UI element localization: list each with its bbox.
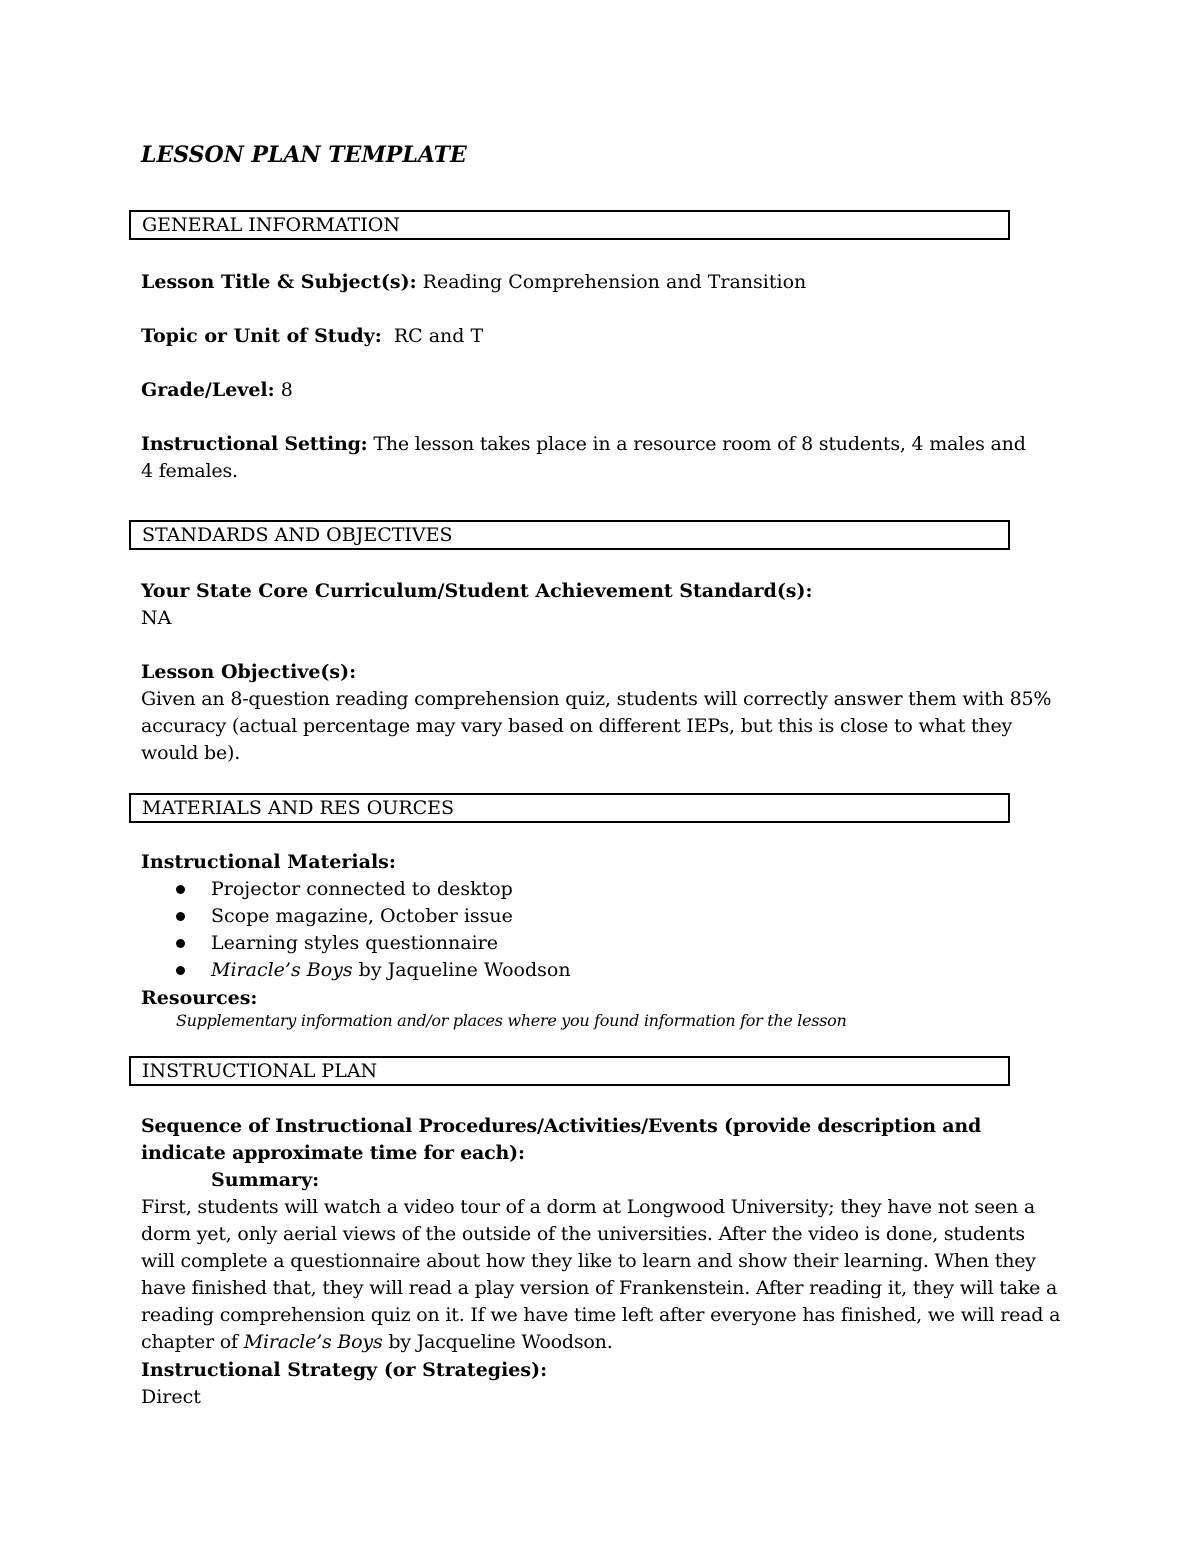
list-item: Miracle’s Boys by Jaqueline Woodson [141, 957, 571, 984]
topic-label: Topic or Unit of Study: [141, 325, 382, 347]
resources-label: Resources: [141, 987, 258, 1009]
bullet-icon [176, 939, 185, 948]
summary-label: Summary: [211, 1169, 320, 1191]
bullet-icon [176, 885, 185, 894]
list-item: Learning styles questionnaire [141, 930, 571, 957]
setting-field [141, 431, 1041, 485]
standards-label: Your State Core Curriculum/Student Achievement Standard(s): [141, 580, 813, 602]
bullet-icon [176, 912, 185, 921]
list-item: Scope magazine, October issue [141, 903, 571, 930]
summary-text-after: by Jacqueline Woodson. [382, 1331, 613, 1353]
standards-value: NA [141, 607, 172, 629]
grade-label: Grade/Level: [141, 379, 275, 401]
list-item: Projector connected to desktop [141, 876, 571, 903]
section-heading-instructional-plan: INSTRUCTIONAL PLAN [129, 1056, 1010, 1086]
summary-text [141, 1194, 1061, 1356]
summary-text-before: First, students will watch a video tour of a dorm at Longwood University; they have not seen a dorm yet, only aerial views of the outside of the universities. After the video is done, students will complete a questionnaire about how they like to learn and show their learning. When they have finished that, they will read a play version of Frankenstein. After reading it, they will take a reading comprehension quiz on it. If we have time left after everyone has finished, we will read a chapter of [141, 1196, 1061, 1353]
sequence-label: Sequence of Instructional Procedures/Activities/Events (provide description and indicate approximate time for each): [141, 1115, 982, 1164]
topic-field [141, 323, 483, 350]
materials-list [141, 876, 571, 984]
grade-value: 8 [280, 379, 293, 401]
section-heading-general-information: GENERAL INFORMATION [129, 210, 1010, 240]
grade-field [141, 377, 293, 404]
document-title: LESSON PLAN TEMPLATE [141, 142, 467, 168]
section-heading-standards-objectives: STANDARDS AND OBJECTIVES [129, 520, 1010, 550]
lesson-title-field [141, 269, 806, 296]
summary-book-title: Miracle’s Boys [243, 1331, 383, 1353]
objectives-label: Lesson Objective(s): [141, 661, 357, 683]
strategy-value: Direct [141, 1386, 201, 1408]
lesson-title-label: Lesson Title & Subject(s): [141, 271, 417, 293]
materials-label: Instructional Materials: [141, 851, 396, 873]
objectives-value: Given an 8-question reading comprehension quiz, students will correctly answer them with 85% accuracy (actual percentage may vary based on different IEPs, but this is close to what they would be). [141, 688, 1052, 764]
setting-label: Instructional Setting: [141, 433, 368, 455]
topic-value: RC and T [393, 325, 484, 347]
bullet-icon [176, 966, 185, 975]
setting-value: The lesson takes place in a resource room of 8 students, 4 males and 4 females. [141, 433, 1026, 482]
lesson-title-value: Reading Comprehension and Transition [422, 271, 807, 293]
strategy-label: Instructional Strategy (or Strategies): [141, 1359, 548, 1381]
section-heading-materials-resources: MATERIALS AND RES OURCES [129, 793, 1010, 823]
resources-note: Supplementary information and/or places where you found information for the lesson [176, 1011, 847, 1030]
